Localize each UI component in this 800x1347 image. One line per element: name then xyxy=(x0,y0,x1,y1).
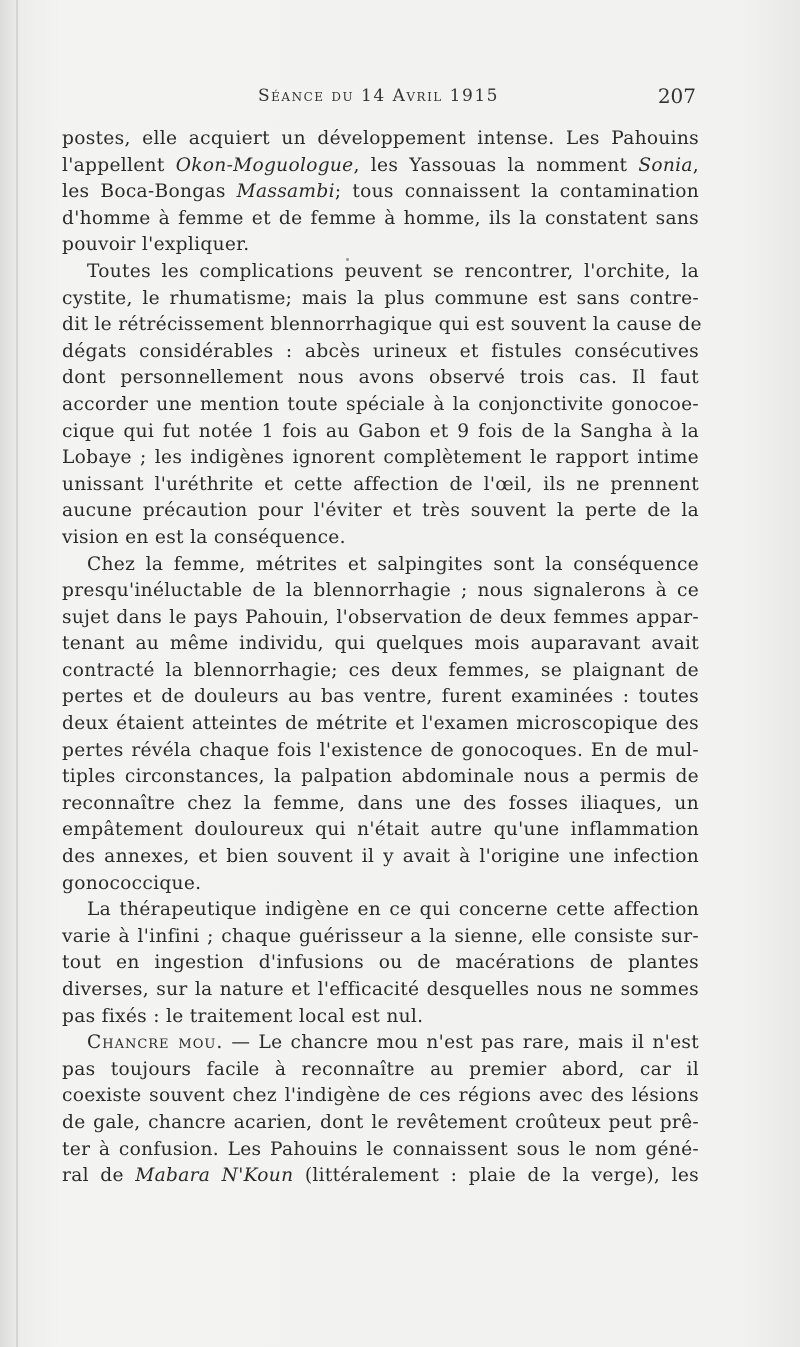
running-title: Séance du 14 Avril 1915 xyxy=(258,86,499,106)
text-line xyxy=(62,844,699,871)
text-run: ; tous connaissent la contamination xyxy=(334,181,699,203)
scan-speck xyxy=(346,258,349,261)
text-run: , xyxy=(692,154,699,176)
text-run: dit le rétrécissement blennorrhagique qui est souvent la cause de xyxy=(62,314,702,336)
text-line xyxy=(62,578,699,605)
text-run: l'appellent xyxy=(62,154,176,176)
text-run: des annexes, et bien souvent il y avait à l'origine une infection xyxy=(62,846,699,868)
text-line xyxy=(62,1110,699,1137)
text-run: La thérapeutique indigène en ce qui concerne cette affection xyxy=(87,899,699,921)
text-run: presqu'inéluctable de la blennorrhagie ; nous signalerons à ce xyxy=(62,580,699,602)
text-line xyxy=(62,1083,699,1110)
text-line xyxy=(62,206,699,233)
text-run: dont personnellement nous avons observé trois cas. Il faut xyxy=(62,367,699,389)
italic-term: Mabara N'Koun xyxy=(135,1165,294,1187)
text-run: gonococcique. xyxy=(62,872,202,894)
text-line xyxy=(62,631,699,658)
text-line xyxy=(62,817,699,844)
page-number: 207 xyxy=(657,84,696,108)
text-run: deux étaient atteintes de métrite et l'examen microscopique des xyxy=(62,713,699,735)
text-line xyxy=(62,179,699,206)
text-line xyxy=(62,764,699,791)
text-run: cique qui fut notée 1 fois au Gabon et 9 fois de la Sangha à la xyxy=(62,420,699,442)
text-run: pouvoir l'expliquer. xyxy=(62,234,250,256)
text-run: pertes révéla chaque fois l'existence de gonocoques. En de mul- xyxy=(62,739,699,761)
text-line xyxy=(62,126,699,153)
text-line xyxy=(62,312,702,339)
text-line xyxy=(62,552,699,579)
italic-term: Massambi xyxy=(236,181,335,203)
text-line xyxy=(62,950,699,977)
text-line xyxy=(62,232,699,259)
text-run: tout en ingestion d'infusions ou de macérations de plantes xyxy=(62,952,699,974)
text-run: de gale, chancre acarien, dont le revêtement croûteux peut prê- xyxy=(62,1111,699,1133)
text-run: coexiste souvent chez l'indigène de ces régions avec des lésions xyxy=(62,1085,699,1107)
text-run: cystite, le rhumatisme; mais la plus commune est sans contre- xyxy=(62,287,699,309)
text-run: dégats considérables : abcès urineux et fistules consécutives xyxy=(62,340,699,362)
text-line xyxy=(62,977,699,1004)
text-line xyxy=(62,738,699,765)
text-run: pas fixés : le traitement local est nul. xyxy=(62,1005,424,1027)
text-run: postes, elle acquiert un développement intense. Les Pahouins xyxy=(62,128,699,149)
italic-term: Okon-Moguologue xyxy=(175,154,354,176)
page-edge xyxy=(16,0,18,1347)
text-run: Lobaye ; les indigènes ignorent complètement le rapport intime xyxy=(62,447,699,469)
text-run: tiples circonstances, la palpation abdominale nous a permis de xyxy=(62,766,699,788)
text-line xyxy=(62,286,699,313)
text-run: les Boca-Bongas xyxy=(62,181,237,203)
text-line xyxy=(62,339,699,366)
text-run: sujet dans le pays Pahouin, l'observation de deux femmes appar- xyxy=(62,606,699,628)
text-run: empâtement douloureux qui n'était autre qu'une inflammation xyxy=(62,819,699,841)
text-line xyxy=(62,897,699,924)
text-line xyxy=(62,1030,699,1057)
text-line xyxy=(62,525,699,552)
text-run: aucune précaution pour l'éviter et très souvent la perte de la xyxy=(62,500,699,522)
text-run: varie à l'infini ; chaque guérisseur a la sienne, elle consiste sur- xyxy=(62,925,699,947)
text-run: , les Yassouas la nomment xyxy=(353,154,639,176)
text-run: contracté la blennorrhagie; ces deux femmes, se plaignant de xyxy=(62,659,699,681)
text-line xyxy=(62,498,699,525)
text-line xyxy=(62,1057,699,1084)
text-line xyxy=(62,472,699,499)
text-line xyxy=(62,445,699,472)
text-line xyxy=(62,1163,699,1190)
text-run: pertes et de douleurs au bas ventre, furent examinées : toutes xyxy=(62,686,699,708)
text-line xyxy=(62,419,699,446)
text-line xyxy=(62,259,699,286)
text-line xyxy=(62,711,699,738)
text-run: ral de xyxy=(62,1165,136,1187)
text-line xyxy=(62,1137,699,1164)
text-line xyxy=(62,153,699,180)
text-run: Toutes les complications peuvent se rencontrer, l'orchite, la xyxy=(87,260,699,282)
text-run: d'homme à femme et de femme à homme, ils la constatent sans xyxy=(62,207,699,229)
text-run: accorder une mention toute spéciale à la conjonctivite gonocoe- xyxy=(62,393,699,415)
text-line xyxy=(62,658,699,685)
text-line xyxy=(62,924,699,951)
text-run: tenant au même individu, qui quelques mois auparavant avait xyxy=(62,633,699,655)
text-run: unissant l'uréthrite et cette affection de l'œil, ils ne prennent xyxy=(62,473,699,495)
text-run: reconnaître chez la femme, dans une des fosses iliaques, un xyxy=(62,792,699,814)
italic-term: Sonia xyxy=(638,154,693,176)
text-line xyxy=(62,1004,699,1031)
text-line xyxy=(62,392,699,419)
text-run: ter à confusion. Les Pahouins le connaissent sous le nom géné- xyxy=(62,1138,699,1160)
section-heading: Chancre mou. xyxy=(87,1032,224,1054)
text-run: Chez la femme, métrites et salpingites sont la conséquence xyxy=(87,553,699,575)
text-run: — Le chancre mou n'est pas rare, mais il n'est xyxy=(223,1032,699,1054)
text-run: pas toujours facile à reconnaître au premier abord, car il xyxy=(62,1058,699,1080)
text-line xyxy=(62,365,699,392)
text-line xyxy=(62,684,699,711)
text-line xyxy=(62,791,699,818)
text-line xyxy=(62,605,699,632)
text-line xyxy=(62,871,699,898)
body-text xyxy=(62,126,702,1190)
text-run: vision en est la conséquence. xyxy=(62,526,346,548)
text-run: diverses, sur la nature et l'efficacité desquelles nous ne sommes xyxy=(62,979,699,1000)
text-run: (littéralement : plaie de la verge), les xyxy=(293,1165,699,1187)
